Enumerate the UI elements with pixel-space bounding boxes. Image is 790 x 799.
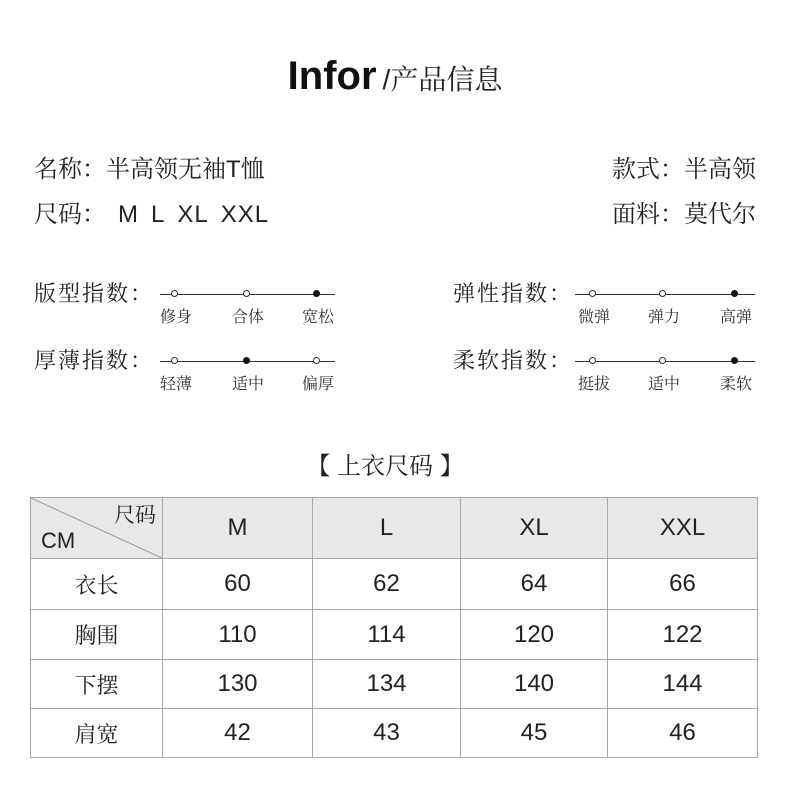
table-cell: 110 [163,610,313,660]
scale-label: 厚薄指数： [34,348,155,373]
row-label: 肩宽 [31,709,163,758]
table-cell: 144 [608,660,758,709]
scale-option-label: 宽松 [301,309,334,326]
scale-thickness [34,347,354,407]
table-cell: 62 [313,559,461,610]
scale-option-label: 弹力 [647,309,680,326]
product-fabric-value: 莫代尔 [684,201,756,228]
scale-option-label: 轻薄 [159,376,192,393]
product-style-label: 款式： [612,156,684,183]
table-cell: 66 [608,559,758,610]
row-label: 衣长 [31,559,163,610]
scale-track [159,361,335,393]
table-row [31,559,758,610]
scale-dot [659,357,666,364]
column-header: XL [461,498,608,559]
scale-option-label: 挺拔 [577,376,610,393]
column-header: L [313,498,461,559]
table-cell: 43 [313,709,461,758]
table-cell: 120 [461,610,608,660]
page-title [0,54,790,99]
scale-track [159,294,335,326]
table-cell: 60 [163,559,313,610]
scale-option-label: 适中 [647,376,680,393]
product-sizes-label: 尺码： [34,201,106,228]
scale-dot [731,290,738,297]
scale-option-label: 微弹 [577,309,610,326]
product-fabric-label: 面料： [612,201,684,228]
size-option: XL [177,201,209,228]
title-main: Infor [287,54,377,98]
scale-track [575,294,755,326]
table-header-row [31,498,758,559]
scale-dot [589,357,596,364]
table-row [31,709,758,758]
scale-dot [313,357,320,364]
size-chart-table [30,497,758,758]
column-header: M [163,498,313,559]
scale-elasticity [453,280,773,340]
column-header: XXL [608,498,758,559]
size-option: L [151,201,166,228]
scale-dot [659,290,666,297]
scale-label: 弹性指数： [453,281,574,306]
product-fabric [612,200,756,230]
table-cell: 42 [163,709,313,758]
corner-unit-label: CM [41,528,76,553]
scale-fit [34,280,354,340]
scale-option-label: 高弹 [719,309,752,326]
scale-dot [171,290,178,297]
table-cell: 130 [163,660,313,709]
table-cell: 134 [313,660,461,709]
scale-track [575,361,755,393]
scale-option-label: 修身 [159,309,192,326]
table-cell: 64 [461,559,608,610]
product-sizes [34,200,269,230]
product-style-value: 半高领 [684,156,756,183]
row-label: 下摆 [31,660,163,709]
scale-option-label: 合体 [231,309,264,326]
product-name-value: 半高领无袖T恤 [106,156,265,183]
table-row [31,660,758,709]
size-option: M [118,201,139,228]
title-subtitle: /产品信息 [382,64,503,95]
row-label: 胸围 [31,610,163,660]
table-row [31,610,758,660]
scale-label: 版型指数： [34,281,155,306]
scale-dot [243,290,250,297]
table-cell: 46 [608,709,758,758]
scale-dot [171,357,178,364]
product-name [34,155,265,185]
product-name-label: 名称： [34,156,106,183]
scale-dot [731,357,738,364]
size-option: XXL [220,201,270,228]
scale-dot [243,357,250,364]
table-cell: 114 [313,610,461,660]
scale-option-label: 偏厚 [301,376,334,393]
corner-size-label: 尺码 [114,504,156,527]
scale-softness [453,347,773,407]
scale-dot [589,290,596,297]
scale-dot [313,290,320,297]
size-chart-title: 【 上衣尺码 】 [306,453,464,480]
scale-label: 柔软指数： [453,348,574,373]
scale-option-label: 柔软 [719,376,752,393]
table-cell: 122 [608,610,758,660]
product-style [612,155,756,185]
table-cell: 45 [461,709,608,758]
scale-option-label: 适中 [231,376,264,393]
table-corner-cell [31,498,163,559]
table-cell: 140 [461,660,608,709]
